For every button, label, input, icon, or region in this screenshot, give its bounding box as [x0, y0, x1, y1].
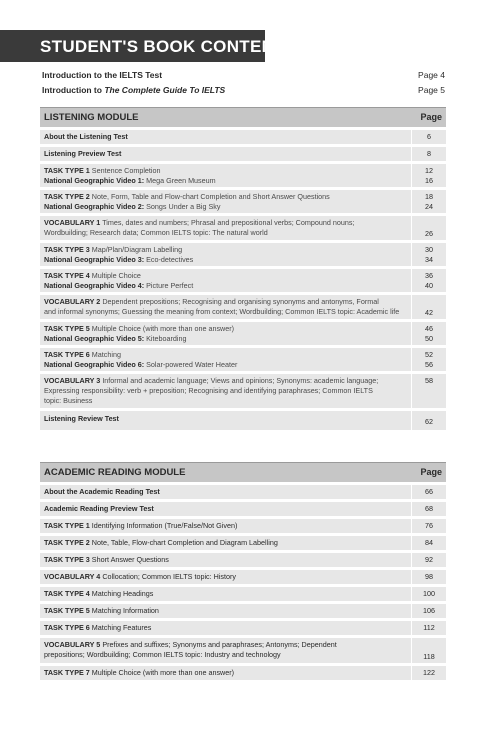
- toc-text: Short Answer Questions: [91, 555, 169, 564]
- toc-page: 92: [425, 555, 433, 564]
- intro-page: Page 4: [418, 70, 445, 80]
- toc-row-task-6: [40, 621, 446, 635]
- toc-page: 46: [425, 324, 433, 333]
- toc-text: and informal synonyms; Guessing the meaning from context; Wordbuilding; Common IELTS topic: Academic life: [44, 307, 400, 316]
- toc-label: TASK TYPE 3: [44, 245, 90, 254]
- toc-text: Multiple Choice (with more than one answer): [91, 324, 235, 333]
- toc-row-task-3: [40, 553, 446, 567]
- toc-page: 16: [425, 176, 433, 185]
- toc-page: 18: [425, 192, 433, 201]
- toc-row-about: [40, 485, 446, 499]
- toc-page: 52: [425, 350, 433, 359]
- toc-text: Matching Information: [91, 606, 159, 615]
- toc-page: 58: [425, 376, 433, 385]
- toc-page: 24: [425, 202, 433, 211]
- toc-text: prepositions; Wordbuilding; Common IELTS topic: Industry and technology: [44, 650, 281, 659]
- toc-label: About the Listening Test: [44, 132, 128, 141]
- toc-page: 106: [423, 606, 435, 615]
- toc-text: Kiteboarding: [146, 334, 187, 343]
- page-column-header: Page: [420, 467, 442, 477]
- toc-page: 84: [425, 538, 433, 547]
- toc-page: 98: [425, 572, 433, 581]
- toc-text: Picture Perfect: [146, 281, 194, 290]
- toc-row-vocabulary-4: [40, 570, 446, 584]
- toc-text: Solar-powered Water Heater: [146, 360, 238, 369]
- toc-page: 36: [425, 271, 433, 280]
- toc-text: Matching: [91, 350, 121, 359]
- toc-row-task-3: [40, 243, 446, 266]
- toc-text: Matching Features: [91, 623, 152, 632]
- toc-text: Collocation; Common IELTS topic: History: [102, 572, 236, 581]
- toc-text: Eco-detectives: [146, 255, 194, 264]
- toc-row-task-7: [40, 666, 446, 680]
- toc-page: 26: [425, 229, 433, 238]
- toc-text: Identifying Information (True/False/Not Given): [91, 521, 238, 530]
- toc-text: Note, Table, Flow-chart Completion and Diagram Labelling: [91, 538, 278, 547]
- toc-page: 112: [423, 623, 435, 632]
- toc-text: Dependent prepositions; Recognising and organising synonyms and antonyms, Formal: [102, 297, 379, 306]
- module-header: [40, 462, 446, 482]
- toc-label: About the Academic Reading Test: [44, 487, 160, 496]
- toc-label: TASK TYPE 5: [44, 606, 90, 615]
- toc-text: Mega Green Museum: [146, 176, 216, 185]
- toc-page: 62: [425, 417, 433, 426]
- toc-row-vocabulary-2: [40, 295, 446, 319]
- toc-label: TASK TYPE 4: [44, 271, 90, 280]
- toc-page: 8: [427, 149, 431, 158]
- toc-label: National Geographic Video 2:: [44, 202, 145, 211]
- toc-page: 6: [427, 132, 431, 141]
- toc-text: Multiple Choice (with more than one answer): [91, 668, 235, 677]
- toc-label: National Geographic Video 5:: [44, 334, 145, 343]
- toc-page: 100: [423, 589, 435, 598]
- toc-text: topic: Business: [44, 396, 93, 405]
- toc-label: VOCABULARY 5: [44, 640, 101, 649]
- toc-label: TASK TYPE 1: [44, 521, 90, 530]
- toc-text: Matching Headings: [91, 589, 154, 598]
- intro-page: Page 5: [418, 85, 445, 95]
- toc-label: National Geographic Video 1:: [44, 176, 145, 185]
- toc-text: Prefixes and suffixes; Synonyms and paraphrases; Antonyms; Dependent: [102, 640, 337, 649]
- toc-page: 56: [425, 360, 433, 369]
- toc-label: National Geographic Video 3:: [44, 255, 145, 264]
- toc-page: 68: [425, 504, 433, 513]
- contents-banner: [0, 30, 297, 62]
- toc-row-task-5: [40, 604, 446, 618]
- toc-row-preview: [40, 147, 446, 161]
- toc-row-task-4: [40, 269, 446, 292]
- toc-row-task-2: [40, 190, 446, 213]
- toc-row-task-5: [40, 322, 446, 345]
- toc-row-preview: [40, 502, 446, 516]
- toc-text: Sentence Completion: [91, 166, 161, 175]
- toc-text: Times, dates and numbers; Phrasal and prepositional verbs; Compound nouns;: [102, 218, 355, 227]
- toc-label: TASK TYPE 3: [44, 555, 90, 564]
- toc-page: 50: [425, 334, 433, 343]
- listening-module: [40, 107, 446, 430]
- toc-label: National Geographic Video 4:: [44, 281, 145, 290]
- page-title: STUDENT'S BOOK CONTENTS: [40, 37, 297, 56]
- toc-label: National Geographic Video 6:: [44, 360, 145, 369]
- toc-page: 122: [423, 668, 435, 677]
- toc-row-task-1: [40, 164, 446, 187]
- toc-label: TASK TYPE 5: [44, 324, 90, 333]
- toc-text: Informal and academic language; Views and opinions; Synonyms: academic language;: [102, 376, 379, 385]
- toc-page: 66: [425, 487, 433, 496]
- toc-row-task-2: [40, 536, 446, 550]
- toc-label: VOCABULARY 2: [44, 297, 101, 306]
- toc-row-task-1: [40, 519, 446, 533]
- toc-page: 34: [425, 255, 433, 264]
- module-title: LISTENING MODULE: [44, 112, 139, 123]
- toc-text: Multiple Choice: [91, 271, 141, 280]
- toc-text: Expressing responsibility: verb + preposition; Recognising and identifying paraphrases; Common IELTS: [44, 386, 373, 395]
- book-title: The Complete Guide To IELTS: [104, 85, 226, 95]
- toc-row-vocabulary-5: [40, 638, 446, 663]
- toc-label: TASK TYPE 7: [44, 668, 90, 677]
- toc-label: TASK TYPE 2: [44, 192, 90, 201]
- toc-row-review: [40, 411, 446, 430]
- toc-label: TASK TYPE 1: [44, 166, 90, 175]
- toc-text: Note, Form, Table and Flow-chart Completion and Short Answer Questions: [91, 192, 330, 201]
- toc-label: Listening Review Test: [44, 414, 119, 423]
- toc-label: VOCABULARY 4: [44, 572, 101, 581]
- toc-row-task-4: [40, 587, 446, 601]
- toc-row-vocabulary-3: [40, 374, 446, 408]
- toc-label: Academic Reading Preview Test: [44, 504, 154, 513]
- intro-complete-guide: [42, 85, 445, 95]
- toc-page: 118: [423, 652, 435, 661]
- toc-label: VOCABULARY 3: [44, 376, 101, 385]
- toc-label: TASK TYPE 4: [44, 589, 90, 598]
- intro-label: Introduction to: [42, 85, 105, 95]
- toc-label: VOCABULARY 1: [44, 218, 101, 227]
- reading-module: [40, 462, 446, 680]
- toc-row-vocabulary-1: [40, 216, 446, 240]
- module-header: [40, 107, 446, 127]
- toc-label: TASK TYPE 6: [44, 623, 90, 632]
- intro-ielts-test: [42, 70, 445, 80]
- module-title: ACADEMIC READING MODULE: [44, 467, 186, 478]
- toc-page: 12: [425, 166, 433, 175]
- toc-page: 30: [425, 245, 433, 254]
- page-column-header: Page: [420, 112, 442, 122]
- toc-text: Songs Under a Big Sky: [146, 202, 221, 211]
- toc-label: Listening Preview Test: [44, 149, 122, 158]
- toc-label: TASK TYPE 2: [44, 538, 90, 547]
- toc-row-about: [40, 130, 446, 144]
- toc-page: 40: [425, 281, 433, 290]
- toc-row-task-6: [40, 348, 446, 371]
- toc-label: TASK TYPE 6: [44, 350, 90, 359]
- intro-label: Introduction to the IELTS Test: [42, 70, 163, 80]
- toc-page: 76: [425, 521, 433, 530]
- toc-text: Map/Plan/Diagram Labelling: [91, 245, 183, 254]
- toc-page: 42: [425, 308, 433, 317]
- toc-text: Wordbuilding; Research data; Common IELTS topic: The natural world: [44, 228, 268, 237]
